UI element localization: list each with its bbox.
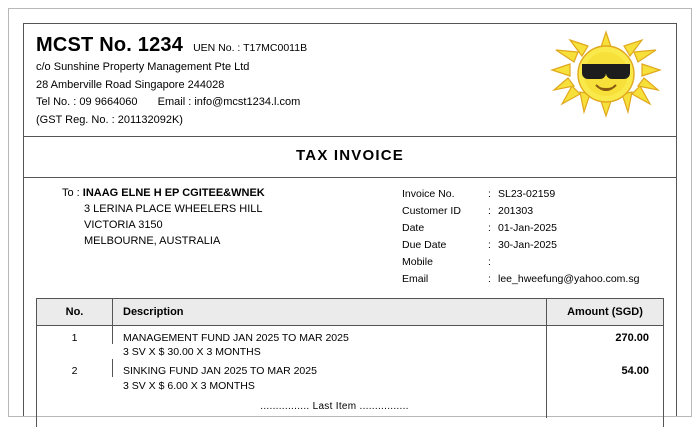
meta-row: [402, 203, 664, 220]
row-description-line1: MANAGEMENT FUND JAN 2025 TO MAR 2025: [123, 332, 349, 344]
page-title: TAX INVOICE: [296, 147, 404, 164]
meta-colon: :: [488, 273, 491, 285]
row-number: 2: [37, 359, 113, 377]
meta-row: [402, 220, 664, 237]
line-items-table: [36, 298, 664, 427]
meta-colon: :: [488, 188, 491, 200]
last-item-cell: [113, 393, 547, 418]
row-description: [113, 326, 547, 359]
email-value: info@mcst1234.l.com: [194, 96, 301, 109]
row-amount: 54.00: [621, 365, 649, 378]
meta-row: [402, 186, 664, 203]
meta-value: [498, 254, 664, 271]
meta-value: 30-Jan-2025: [498, 239, 557, 251]
meta-colon: :: [488, 222, 491, 234]
company-address: 28 Amberville Road Singapore 244028: [36, 78, 225, 91]
email-label: Email :: [157, 96, 192, 109]
meta-value: lee_hweefung@yahoo.com.sg: [498, 273, 640, 285]
row-description-line2: 3 SV X $ 30.00 X 3 MONTHS: [123, 346, 261, 359]
meta-row: [402, 254, 664, 271]
column-header-description: Description: [113, 299, 547, 325]
meta-row: [402, 237, 664, 254]
bill-to-address-2: VICTORIA 3150: [84, 218, 163, 231]
meta-key: Date: [402, 222, 425, 234]
column-header-no: No.: [37, 299, 113, 325]
table-last-item-row: [37, 393, 663, 427]
bill-to-address-1: 3 LERINA PLACE WHEELERS HILL: [84, 202, 263, 215]
invoice-meta-block: [396, 186, 664, 288]
last-item-marker: ................ Last Item ................: [260, 400, 409, 412]
meta-key: Email: [402, 273, 429, 285]
row-description-line1: SINKING FUND JAN 2025 TO MAR 2025: [123, 365, 317, 378]
row-description-line2: 3 SV X $ 6.00 X 3 MONTHS: [123, 379, 255, 392]
bill-to-label: To :: [62, 187, 80, 199]
meta-value: SL23-02159: [498, 188, 556, 200]
meta-colon: :: [488, 205, 491, 217]
meta-colon: :: [488, 256, 491, 268]
mcst-number: MCST No. 1234: [36, 34, 184, 56]
invoice-parties: [24, 178, 676, 298]
meta-key: Invoice No.: [402, 188, 455, 200]
bill-to-address-3: MELBOURNE, AUSTRALIA: [84, 234, 221, 247]
company-uen: UEN No. : T17MC0011B: [193, 42, 308, 54]
tel-value: 09 9664060: [79, 96, 138, 109]
meta-key: Due Date: [402, 239, 447, 251]
company-care-of: c/o Sunshine Property Management Pte Ltd: [36, 61, 250, 73]
meta-row: [402, 271, 664, 288]
bill-to-block: [36, 186, 396, 288]
table-row: [37, 326, 663, 359]
meta-key: Mobile: [402, 256, 433, 268]
bill-to-line: [62, 186, 396, 202]
row-number: 1: [37, 326, 113, 344]
tel-label: Tel No. :: [36, 96, 77, 109]
row-description: [113, 359, 547, 392]
company-gst: (GST Reg. No. : 201132092K): [36, 113, 183, 126]
bill-to-name: INAAG ELNE H EP CGITEE&WNEK: [82, 187, 265, 199]
invoice-header: [24, 24, 676, 136]
column-header-amount: Amount (SGD): [567, 306, 643, 318]
table-header-row: [37, 299, 663, 326]
invoice-title-band: [24, 137, 676, 177]
meta-value: 01-Jan-2025: [498, 222, 557, 234]
meta-value: 201303: [498, 205, 534, 217]
meta-colon: :: [488, 239, 491, 251]
invoice-border-frame: [23, 23, 677, 416]
sun-icon: [546, 30, 666, 118]
table-row: [37, 359, 663, 392]
row-amount: 270.00: [615, 332, 649, 344]
meta-key: Customer ID: [402, 205, 461, 217]
invoice-sheet: [8, 8, 692, 417]
